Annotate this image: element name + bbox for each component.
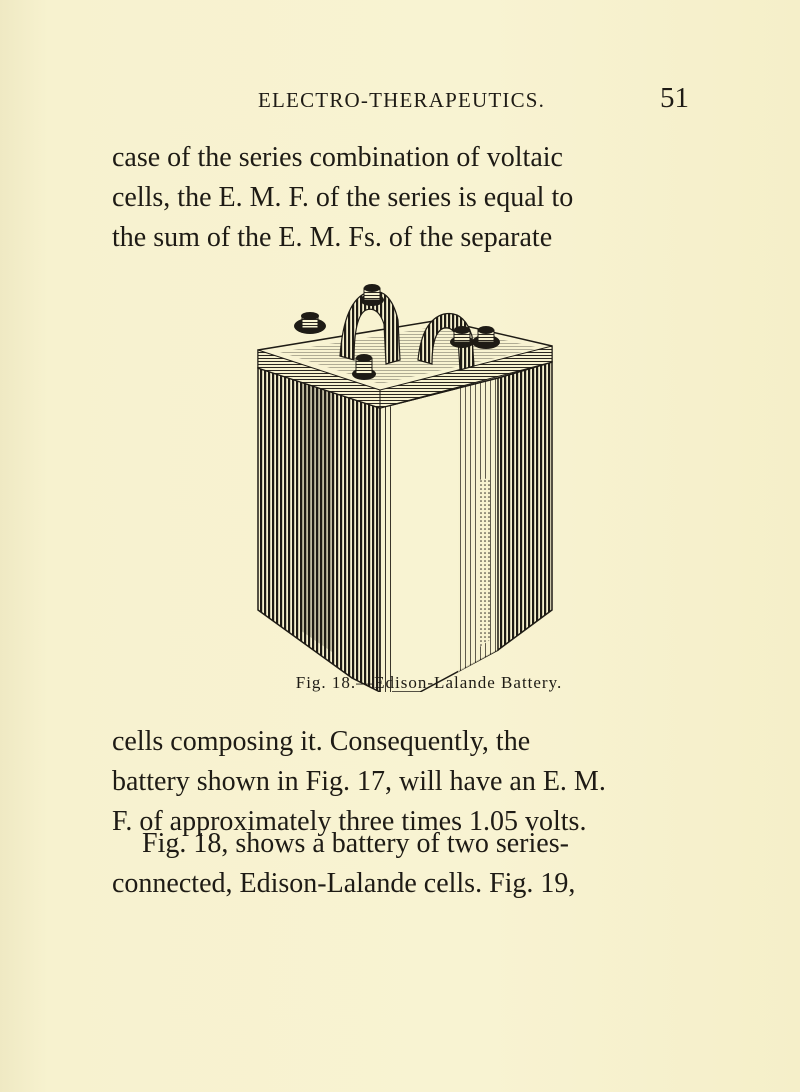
- text-line: Fig. 18, shows a battery of two series-: [142, 828, 569, 859]
- binding-post-left: [294, 312, 326, 334]
- text-line: cells composing it. Consequently, the: [112, 726, 531, 757]
- text-line: F. of approximately three times 1.05 volts.: [112, 806, 587, 837]
- figure-caption: [0, 673, 800, 693]
- running-title: ELECTRO-THERAPEUTICS.: [258, 88, 546, 112]
- text-line: case of the series combination of voltaic: [112, 142, 563, 173]
- figure-caption-text: Fig. 18.—Edison-Lalande Battery.: [295, 673, 563, 692]
- center-nut: [352, 354, 376, 380]
- paragraph-3: [112, 824, 712, 904]
- running-head: [0, 82, 800, 124]
- text-line: connected, Edison-Lalande cells. Fig. 19,: [112, 868, 576, 899]
- battery-illustration: [240, 280, 566, 692]
- paragraph-1: [112, 138, 712, 258]
- battery-figure: [240, 280, 566, 692]
- text-line: cells, the E. M. F. of the series is equal to: [112, 182, 574, 213]
- text-line: battery shown in Fig. 17, will have an E. M.: [112, 766, 606, 797]
- text-line: the sum of the E. M. Fs. of the separate: [112, 222, 553, 253]
- page-number: 51: [660, 82, 689, 114]
